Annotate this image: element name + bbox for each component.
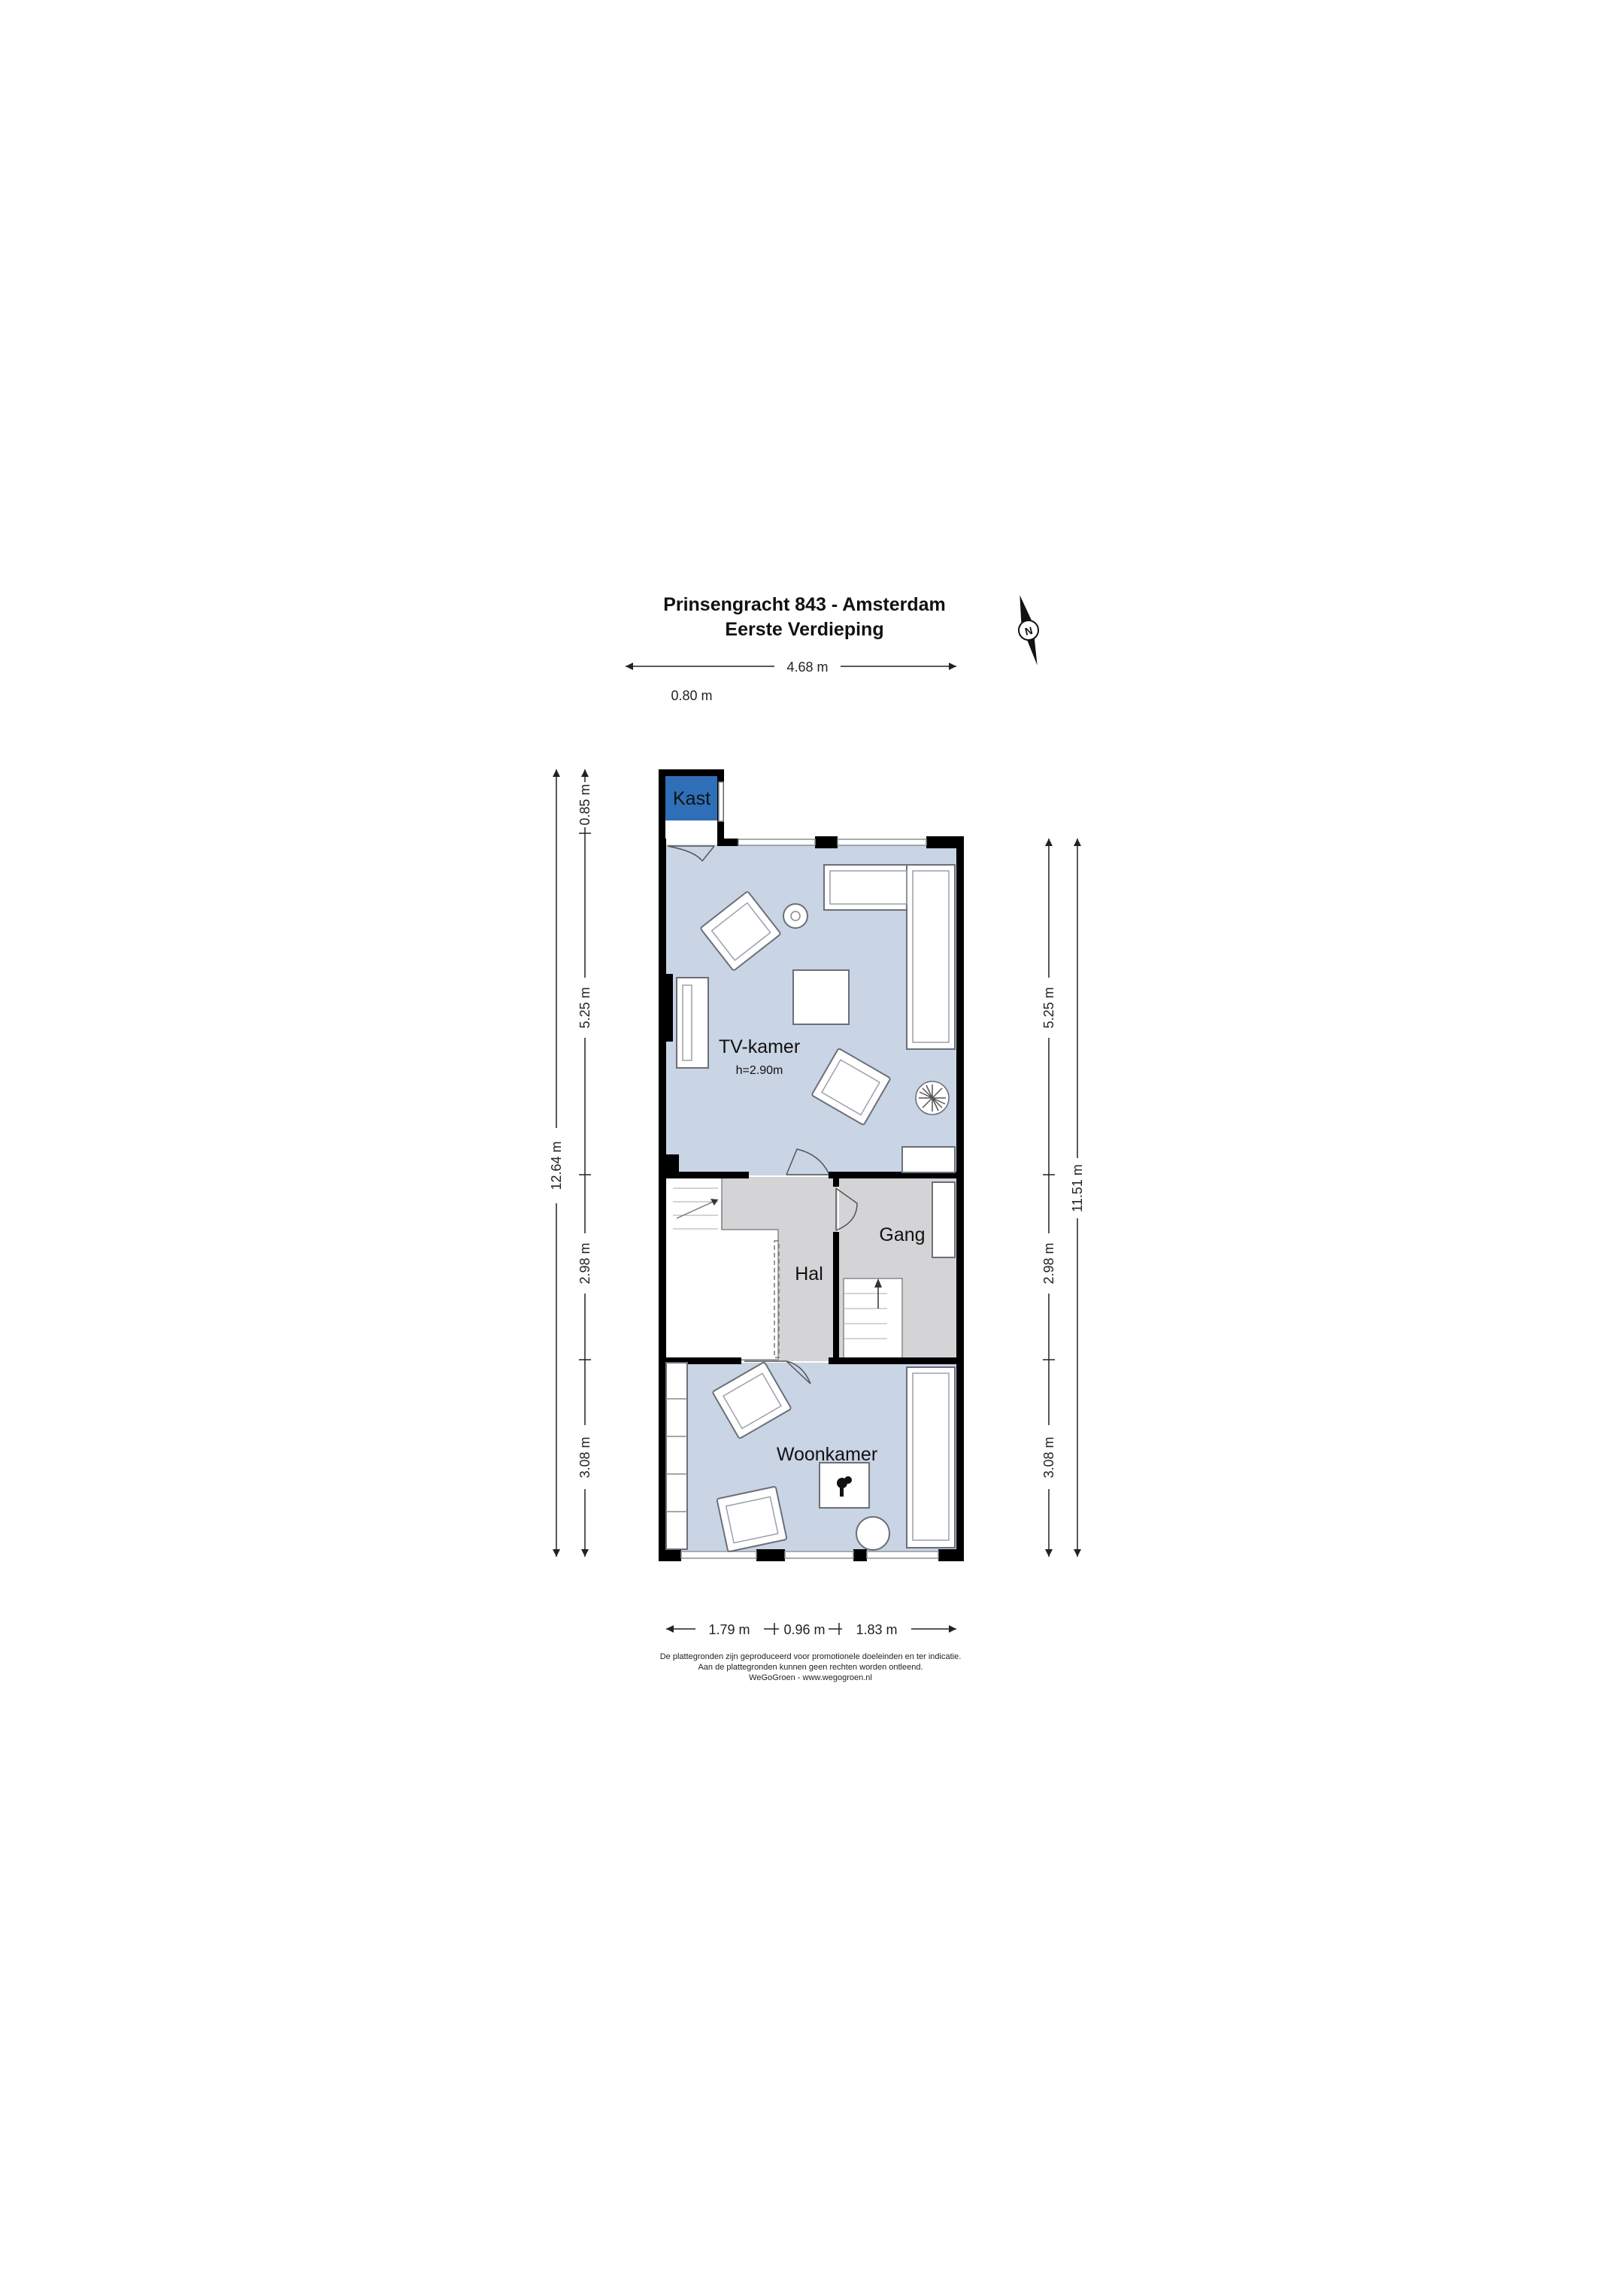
dimension-right-inner (1041, 839, 1056, 1557)
label-tv-kamer: TV-kamer (718, 1036, 801, 1057)
disclaimer-line-1: De plattegronden zijn geproduceerd voor promotionele doeleinden en ter indicatie. (659, 1652, 962, 1661)
dimension-label: 3.08 m (577, 1436, 592, 1479)
dimension-left-outer (549, 769, 564, 1557)
side-table (783, 904, 807, 928)
window (838, 839, 926, 845)
dimension-label: 5.25 m (577, 987, 592, 1029)
dimension-label: 2.98 m (577, 1242, 592, 1284)
disclaimer-line-2: Aan de plattegronden kunnen geen rechten worden ontleend. (698, 1663, 923, 1672)
dimension-label: 4.68 m (786, 660, 829, 675)
label-hal: Hal (795, 1263, 823, 1284)
window (681, 1551, 756, 1558)
dimension-label: 1.79 m (708, 1622, 750, 1637)
dimension-label: 11.51 m (1070, 1164, 1085, 1212)
dimension-label: 5.25 m (1041, 987, 1056, 1029)
sofa-woonkamer (907, 1367, 955, 1548)
disclaimer-line-3: WeGoGroen - www.wegogroen.nl (749, 1673, 872, 1682)
staircase-gang (844, 1278, 902, 1360)
plan-subtitle: Eerste Verdieping (725, 619, 884, 640)
dimension-bottom (666, 1622, 956, 1637)
window (867, 1551, 938, 1558)
dimension-label: 12.64 m (549, 1141, 564, 1190)
window (785, 1551, 853, 1558)
dimension-label: 0.85 m (577, 784, 592, 826)
plant-icon (916, 1081, 949, 1115)
gang-cabinet (932, 1182, 955, 1257)
cabinet (902, 1147, 955, 1172)
dimension-label: 2.98 m (1041, 1242, 1056, 1284)
label-tv-height: h=2.90m (735, 1064, 783, 1077)
dimension-right-outer (1070, 839, 1085, 1557)
label-woonkamer: Woonkamer (776, 1444, 878, 1465)
coffee-table-woonkamer (820, 1463, 869, 1508)
plan-title: Prinsengracht 843 - Amsterdam (663, 594, 946, 615)
north-arrow-icon (1010, 593, 1047, 667)
window (738, 839, 815, 845)
compass-label: N (1023, 623, 1035, 638)
dimension-kast-width: 0.80 m (671, 688, 713, 703)
dimension-left-inner (577, 769, 592, 1557)
dimension-top-width (626, 660, 956, 675)
round-table (856, 1517, 889, 1550)
window (719, 782, 723, 821)
label-kast: Kast (672, 788, 711, 809)
coffee-table (793, 970, 849, 1024)
bookcase (666, 1363, 687, 1549)
dimension-label: 0.96 m (783, 1622, 826, 1637)
armchair (717, 1486, 786, 1551)
dimension-label: 3.08 m (1041, 1436, 1056, 1479)
tv-cabinet (677, 978, 708, 1068)
dimension-label: 1.83 m (856, 1622, 898, 1637)
label-gang: Gang (879, 1224, 926, 1245)
